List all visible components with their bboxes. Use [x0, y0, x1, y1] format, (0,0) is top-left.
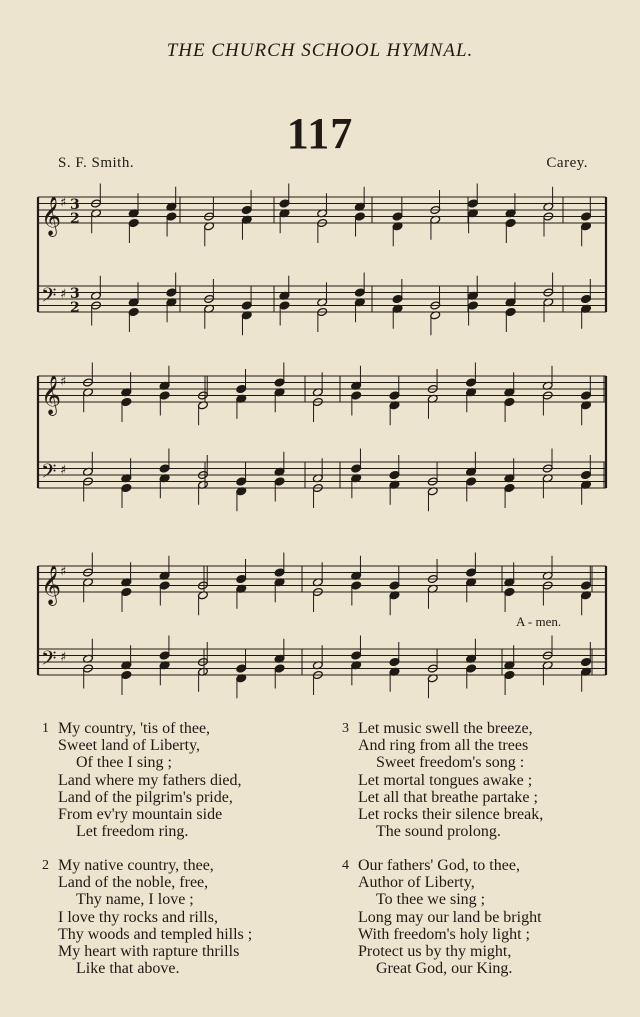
note-head [392, 212, 403, 221]
note-head [468, 301, 479, 310]
treble-clef-icon: 𝄞 [41, 375, 62, 415]
verse-line: Author of Liberty, [358, 874, 475, 892]
note-head [468, 199, 479, 208]
note-head [236, 664, 247, 673]
note-head [392, 294, 403, 303]
key-signature-sharp-icon: ♯ [60, 650, 67, 665]
note-head [121, 670, 132, 679]
note-head [128, 218, 139, 227]
composer-credit: Carey. [546, 155, 588, 171]
verse-3 [342, 720, 544, 841]
verse-line: Long may our land be bright [358, 908, 542, 926]
note-head [128, 307, 139, 316]
verse-line: Of thee I sing ; [76, 754, 172, 772]
verse-line: Sweet land of Liberty, [58, 737, 201, 755]
note-head [121, 397, 132, 406]
note-head [121, 483, 132, 492]
note-head [166, 288, 177, 297]
note-head [351, 391, 362, 400]
note-head [159, 391, 170, 400]
note-head [279, 199, 290, 208]
verse-line: Our fathers' God, to thee, [358, 857, 520, 874]
note-head [236, 477, 247, 486]
verse-line: Let freedom ring. [76, 823, 189, 841]
verse-1 [42, 720, 242, 841]
verse-2 [42, 857, 253, 978]
note-head [389, 470, 400, 479]
note-head [354, 212, 365, 221]
verse-line: Great God, our King. [376, 960, 513, 978]
note-head [389, 391, 400, 400]
note-head [504, 483, 515, 492]
note-head [274, 378, 285, 387]
note-head [466, 664, 477, 673]
hymn-number: 117 [286, 109, 354, 158]
note-head [159, 581, 170, 590]
note-head [236, 574, 247, 583]
note-head [241, 205, 252, 214]
verse-line: Let music swell the breeze, [358, 720, 533, 737]
verse-line: Let mortal tongues awake ; [358, 771, 533, 789]
note-head [351, 464, 362, 473]
note-head [279, 301, 290, 310]
note-head [466, 378, 477, 387]
time-signature-bottom: 2 [70, 211, 80, 227]
note-head [505, 218, 516, 227]
verse-number: 1 [42, 721, 49, 736]
note-head [581, 657, 592, 666]
verse-line: My native country, thee, [58, 857, 214, 874]
note-head [236, 384, 247, 393]
time-signature-top: 3 [70, 197, 80, 213]
note-head [504, 587, 515, 596]
time-signature-top: 3 [70, 286, 80, 302]
verse-line: Let rocks their silence break, [358, 806, 544, 824]
note-head [351, 651, 362, 660]
note-head [166, 212, 177, 221]
verse-line: My country, 'tis of thee, [58, 720, 211, 737]
note-head [274, 568, 285, 577]
note-head [581, 212, 592, 221]
note-head [159, 651, 170, 660]
verse-number: 3 [342, 721, 349, 736]
verse-line: Thy woods and templed hills ; [58, 925, 253, 943]
time-signature-bottom: 2 [70, 300, 80, 316]
note-head [581, 391, 592, 400]
note-head [389, 581, 400, 590]
note-head [274, 477, 285, 486]
verse-number: 2 [42, 858, 49, 873]
bass-clef-icon: 𝄢 [41, 283, 57, 312]
verse-line: The sound prolong. [376, 823, 501, 841]
verse-line: I love thy rocks and rills, [58, 908, 218, 926]
verse-line: Land where my fathers died, [58, 771, 242, 789]
verse-line: My heart with rapture thrills [58, 943, 240, 961]
note-head [241, 301, 252, 310]
verse-line: Sweet freedom's song : [376, 754, 525, 772]
note-head [159, 464, 170, 473]
verse-line: Like that above. [76, 960, 180, 978]
key-signature-sharp-icon: ♯ [60, 564, 67, 580]
note-head [581, 470, 592, 479]
note-head [274, 664, 285, 673]
bass-clef-icon: 𝄢 [41, 646, 57, 675]
key-signature-sharp-icon: ♯ [60, 195, 67, 211]
treble-clef-icon: 𝄞 [41, 565, 62, 605]
note-head [466, 568, 477, 577]
note-head [389, 657, 400, 666]
note-head [504, 670, 515, 679]
verse-line: From ev'ry mountain side [58, 806, 223, 824]
author-credit: S. F. Smith. [58, 155, 135, 171]
verse-line: To thee we sing ; [376, 891, 486, 909]
note-head [466, 477, 477, 486]
treble-clef-icon: 𝄞 [41, 196, 62, 236]
note-head [351, 581, 362, 590]
key-signature-sharp-icon: ♯ [60, 463, 67, 478]
verse-4 [342, 857, 542, 978]
note-head [504, 397, 515, 406]
verse-number: 4 [342, 858, 349, 873]
amen-lyric: A - men. [516, 614, 562, 629]
verse-line: Land of the pilgrim's pride, [58, 788, 233, 806]
verse-line: Thy name, I love ; [76, 891, 194, 909]
verse-line: Land of the noble, free, [58, 874, 209, 892]
note-head [581, 294, 592, 303]
key-signature-sharp-icon: ♯ [60, 374, 67, 390]
verse-line: Protect us by thy might, [358, 943, 512, 961]
verse-line: Let all that breathe partake ; [358, 788, 538, 806]
verse-line: And ring from all the trees [358, 737, 529, 755]
bass-clef-icon: 𝄢 [41, 459, 57, 488]
note-head [505, 307, 516, 316]
verse-line: With freedom's holy light ; [358, 925, 530, 943]
note-head [354, 288, 365, 297]
running-head: THE CHURCH SCHOOL HYMNAL. [166, 40, 474, 61]
note-head [121, 587, 132, 596]
key-signature-sharp-icon: ♯ [60, 287, 67, 302]
note-head [581, 581, 592, 590]
